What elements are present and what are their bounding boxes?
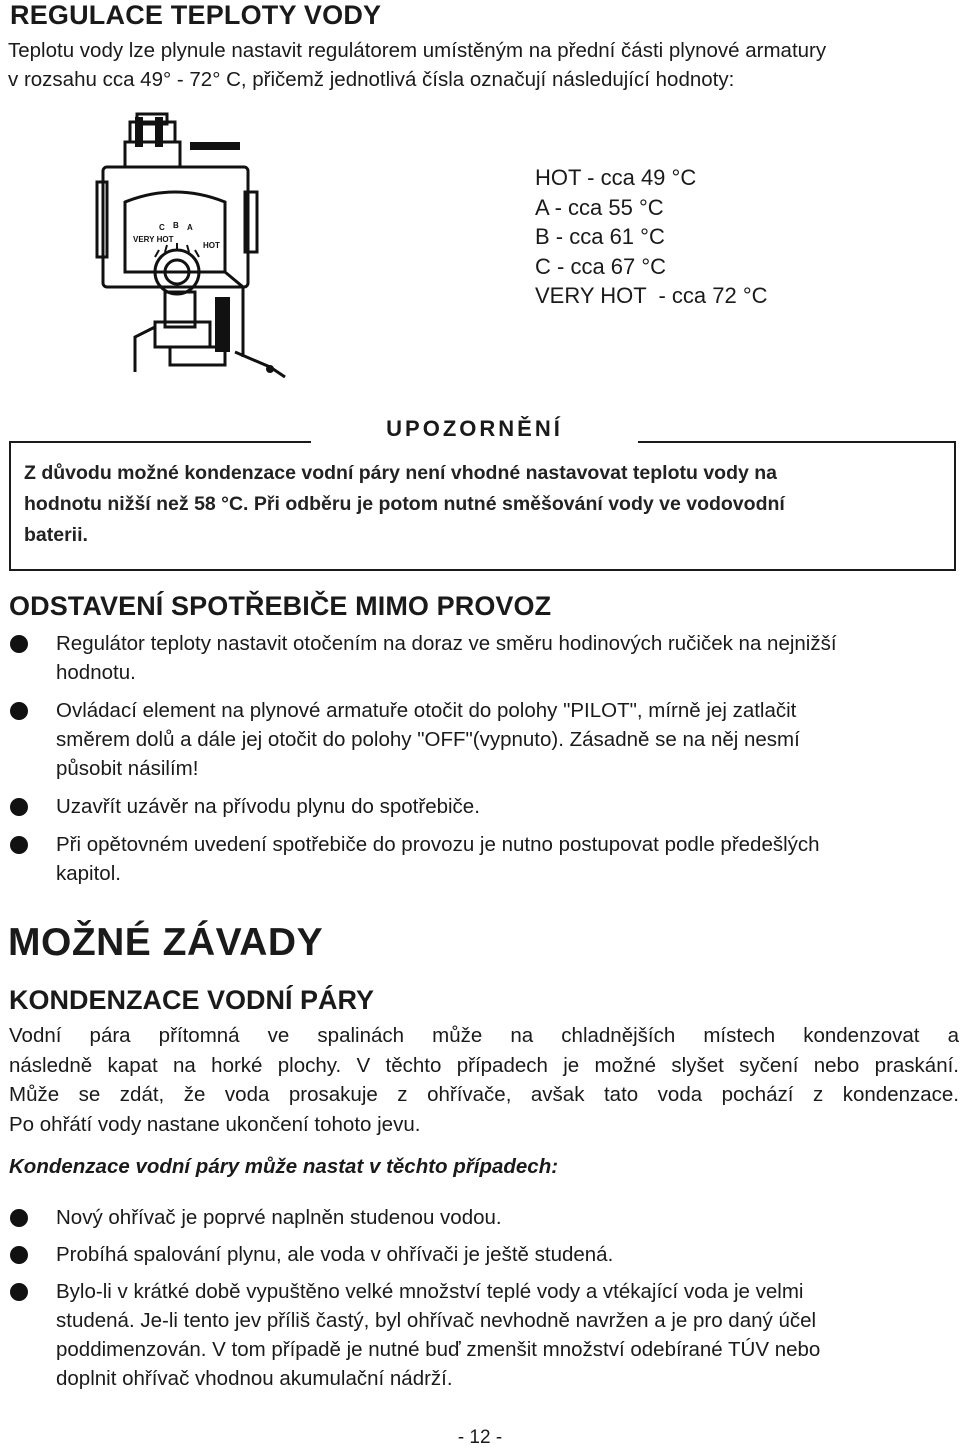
warning-line: baterii. [24, 524, 88, 546]
list-item-line: Ovládací element na plynové armatuře otočit do polohy "PILOT", mírně jej zatlačit [56, 699, 797, 722]
list-item-line: studená. Je-li tento jev příliš častý, byl ohřívač nevhodně navržen a je pro daný účel [56, 1309, 817, 1332]
warning-text [24, 458, 949, 551]
list-item-line: Regulátor teploty nastavit otočením na doraz ve směru hodinových ručiček na nejnižší [56, 632, 837, 655]
section-title-possible-faults: MOŽNÉ ZÁVADY [8, 921, 324, 964]
list-item-line: hodnotu. [56, 661, 136, 684]
intro-paragraph [8, 36, 958, 94]
paragraph-line: Po ohřátí vody nastane ukončení tohoto jevu. [9, 1112, 421, 1136]
list-item-line: Při opětovném uvedení spotřebiče do provozu je nutno postupovat podle předešlých [56, 833, 820, 856]
condensation-bullet-list [10, 1203, 960, 1403]
list-item-line: doplnit ohřívač vhodnou akumulační nádrží. [56, 1367, 453, 1390]
intro-line: v rozsahu cca 49° - 72° C, přičemž jednotlivá čísla označují následující hodnoty: [8, 68, 735, 91]
cases-heading: Kondenzace vodní páry může nastat v těchto případech: [9, 1155, 559, 1178]
bullet-icon [10, 702, 28, 720]
dial-label-hot: HOT [203, 241, 220, 250]
dial-label-a: A [187, 223, 193, 232]
section-title-water-temperature: REGULACE TEPLOTY VODY [10, 0, 382, 30]
paragraph-line: Může se zdát, že voda prosakuje z ohřívače, avšak tato voda pochází z kondenzace. [9, 1083, 959, 1106]
warning-box-top-right-border [638, 441, 956, 443]
gas-valve-illustration [95, 112, 295, 382]
bullet-icon [10, 1209, 28, 1227]
paragraph-line: Vodní pára přítomná ve spalinách může na chladnějších místech kondenzovat a [9, 1024, 959, 1047]
list-item-line: Nový ohřívač je poprvé naplněn studenou vodou. [56, 1206, 502, 1229]
bullet-icon [10, 1283, 28, 1301]
temperature-item: VERY HOT - cca 72 °C [535, 283, 768, 308]
bullet-icon [10, 798, 28, 816]
subsection-title-condensation: KONDENZACE VODNÍ PÁRY [9, 985, 375, 1015]
temperature-item: C - cca 67 °C [535, 253, 667, 279]
list-item-line: poddimenzován. V tom případě je nutné buď zmenšit množství odebírané TÚV nebo [56, 1338, 821, 1361]
condensation-paragraph [9, 1021, 959, 1139]
temperature-item: HOT - cca 49 °C [535, 165, 697, 190]
warning-line: hodnotu nižší než 58 °C. Při odběru je potom nutné směšování vody ve vodovodní [24, 493, 785, 515]
section-title-shutdown: ODSTAVENÍ SPOTŘEBIČE MIMO PROVOZ [9, 591, 552, 621]
list-item-line: Uzavřít uzávěr na přívodu plynu do spotřebiče. [56, 795, 480, 818]
page-number: - 12 - [457, 1427, 503, 1448]
bullet-icon [10, 635, 28, 653]
temperature-item: A - cca 55 °C [535, 194, 664, 220]
bullet-icon [10, 836, 28, 854]
list-item-line: Bylo-li v krátké době vypuštěno velké množství teplé vody a vtékající voda je velmi [56, 1280, 804, 1303]
dial-label-b: B [173, 221, 179, 230]
temperature-item: B - cca 61 °C [535, 224, 665, 249]
shutdown-bullet-list [10, 629, 960, 889]
bullet-icon [10, 1246, 28, 1264]
list-item-line: kapitol. [56, 862, 121, 885]
list-item-line: směrem dolů a dále jej otočit do polohy "OFF"(vypnuto). Zásadně se na něj nesmí [56, 728, 800, 751]
list-item-line: působit násilím! [56, 757, 199, 780]
dial-label-c: C [159, 223, 165, 232]
dial-label-very: VERY HOT [133, 235, 174, 244]
warning-box-top-left-border [9, 441, 311, 443]
temperature-list [535, 163, 768, 311]
warning-title: UPOZORNĚNÍ [386, 416, 563, 441]
intro-line: Teplotu vody lze plynule nastavit regulátorem umístěným na přední části plynové armatury [8, 39, 827, 62]
list-item-line: Probíhá spalování plynu, ale voda v ohřívači je ještě studená. [56, 1243, 614, 1266]
warning-line: Z důvodu možné kondenzace vodní páry není vhodné nastavovat teplotu vody na [24, 462, 778, 484]
paragraph-line: následně kapat na horké plochy. V těchto případech je možné slyšet syčení nebo praskání. [9, 1053, 959, 1077]
